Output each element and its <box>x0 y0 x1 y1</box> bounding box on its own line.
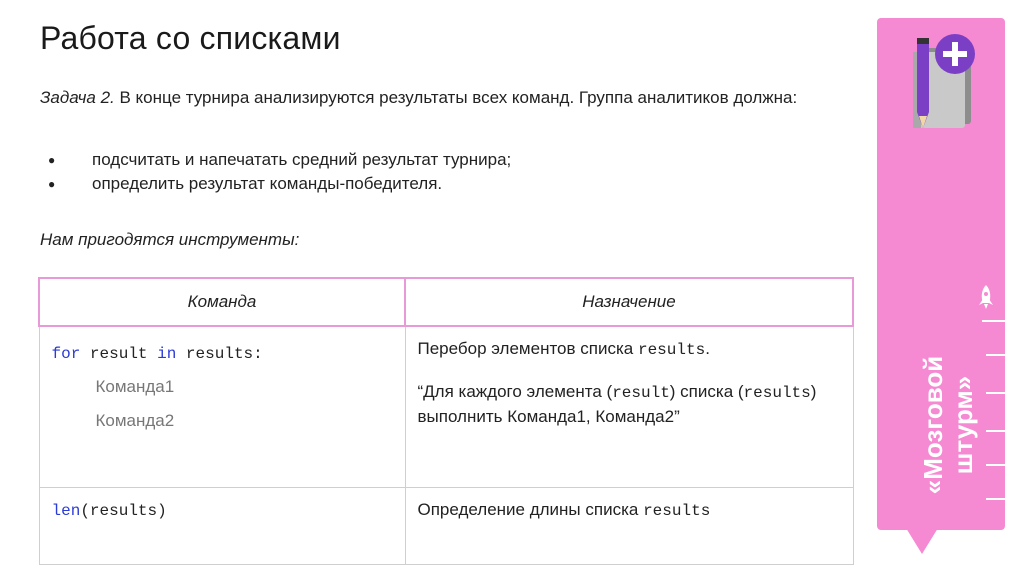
code-line: len(results) <box>51 502 167 520</box>
ruler-mark <box>982 320 1006 322</box>
description-cell <box>405 326 853 488</box>
table-row <box>39 326 853 488</box>
ruler-mark <box>986 498 1006 500</box>
code-cell <box>39 488 405 565</box>
tools-label: Нам пригодятся инструменты: <box>40 230 300 249</box>
ruler-mark <box>986 430 1006 432</box>
ruler-mark <box>986 464 1006 466</box>
bullet-dot-icon: ● <box>48 153 56 167</box>
page-title: Работа со списками <box>40 20 341 56</box>
list-item: ● подсчитать и напечатать средний результат турнира; <box>48 148 511 172</box>
sub-command-1: Команда1 <box>95 377 175 396</box>
table-header-row <box>39 278 853 326</box>
code-line: for result in results: <box>51 345 263 363</box>
ruler-mark <box>986 392 1006 394</box>
bullet-list <box>48 148 511 196</box>
code-cell <box>39 326 405 488</box>
bullet-dot-icon: ● <box>48 177 56 191</box>
table-row <box>39 488 853 565</box>
header-command: Команда <box>39 278 405 326</box>
task-label: Задача 2. <box>40 88 115 107</box>
header-purpose: Назначение <box>405 278 853 326</box>
commands-table <box>38 277 854 565</box>
brainstorm-label: «Мозговой штурм» <box>918 355 978 495</box>
sub-command-2: Команда2 <box>95 411 175 430</box>
description-line: Определение длины списка results <box>417 500 711 520</box>
description-line-2: “Для каждого элемента (result) списка (results) выполнить Команда1, Команда2” <box>417 382 817 426</box>
list-item: ● определить результат команды-победителя. <box>48 172 511 196</box>
task-text: В конце турнира анализируются результаты всех команд. Группа аналитиков должна: <box>114 88 798 107</box>
description-line-1: Перебор элементов списка results. <box>417 339 710 359</box>
task-description <box>40 86 820 109</box>
rocket-icon <box>976 284 996 310</box>
description-cell <box>405 488 853 565</box>
notebook-pencil-plus-icon <box>905 30 977 130</box>
ruler-mark <box>986 354 1006 356</box>
sidebar-pointer <box>906 528 938 554</box>
